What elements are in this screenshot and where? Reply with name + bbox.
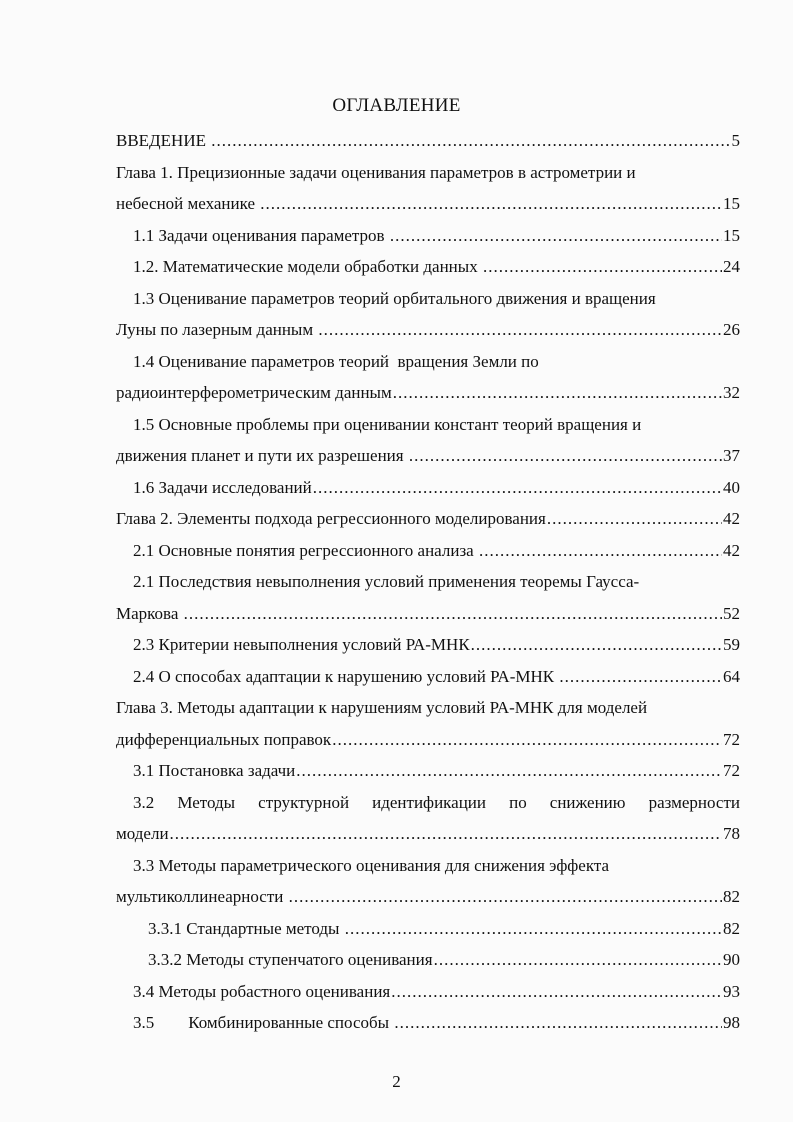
toc-entry-page: 82	[723, 887, 740, 906]
dot-leader	[211, 125, 730, 157]
toc-entry-page: 5	[731, 131, 740, 150]
toc-entry-title: радиоинтерферометрическим данным	[116, 383, 392, 402]
dot-leader	[332, 724, 722, 756]
toc-entry	[116, 598, 740, 630]
dot-leader	[170, 818, 722, 850]
toc-entry-title: 1.1 Задачи оценивания параметров	[133, 225, 389, 245]
toc-entry	[116, 251, 740, 283]
toc-entry-title: Глава 2. Элементы подхода регрессионного моделирования	[116, 509, 546, 528]
toc-entry-page: 98	[723, 1013, 740, 1032]
toc-entry-title: 1.2. Математические модели обработки данных	[133, 257, 482, 276]
toc-entry-title: 3.2 Методы структурной идентификации по снижению размерности	[133, 792, 740, 812]
toc-entry-title: 1.5 Основные проблемы при оценивании констант теорий вращения и	[133, 414, 642, 434]
dot-leader	[559, 661, 722, 693]
toc-entry-page: 64	[723, 666, 740, 686]
toc-entry	[116, 283, 740, 315]
toc-entry	[116, 881, 740, 913]
toc-entry	[116, 157, 740, 189]
toc-entry	[116, 440, 740, 472]
toc-entry-title: 3.3 Методы параметрического оценивания для снижения эффекта	[133, 855, 610, 875]
toc-entry	[116, 1007, 740, 1039]
dot-leader	[390, 220, 722, 252]
toc-entry	[116, 787, 740, 819]
toc-entry-page: 78	[723, 824, 740, 843]
toc-entry-title: 1.3 Оценивание параметров теорий орбитального движения и вращения	[133, 288, 656, 308]
toc-entry-title: 2.1 Последствия невыполнения условий применения теоремы Гаусса-	[133, 572, 640, 591]
toc-entry	[116, 472, 740, 504]
toc-entry-page: 90	[723, 950, 740, 969]
toc-entry	[116, 661, 740, 693]
dot-leader	[296, 755, 722, 787]
toc-entry	[116, 818, 740, 850]
dot-leader	[409, 440, 722, 472]
toc-entry-title: 2.3 Критерии невыполнения условий РА-МНК	[133, 635, 470, 654]
toc-entry-title: 3.1 Постановка задачи	[133, 761, 296, 780]
dot-leader	[318, 314, 722, 346]
dot-leader	[479, 535, 722, 567]
toc-entry-title: мультиколлинеарности	[116, 887, 288, 906]
toc-entry	[116, 503, 740, 535]
toc-entry-page: 26	[723, 320, 740, 339]
toc-entry	[116, 125, 740, 157]
toc-entry-title: 3.3.1 Стандартные методы	[148, 918, 344, 938]
toc-entry	[116, 188, 740, 220]
toc-entry	[116, 314, 740, 346]
toc-entry	[116, 976, 740, 1008]
toc-entry-title: модели	[116, 824, 169, 843]
toc-entry-title: ВВЕДЕНИЕ	[116, 131, 211, 150]
table-of-contents	[116, 125, 740, 1039]
toc-entry-title: Глава 1. Прецизионные задачи оценивания параметров в астрометрии и	[116, 162, 636, 182]
dot-leader	[434, 944, 722, 976]
toc-entry-page: 32	[723, 383, 740, 402]
toc-entry-page: 42	[723, 540, 740, 560]
toc-entry	[116, 566, 740, 598]
toc-entry-page: 42	[723, 509, 740, 528]
toc-entry-page: 40	[723, 477, 740, 497]
toc-entry	[116, 346, 740, 378]
toc-entry-title: 2.1 Основные понятия регрессионного анализа	[133, 540, 478, 560]
toc-entry	[116, 220, 740, 252]
toc-entry-page: 93	[723, 981, 740, 1001]
toc-entry	[116, 629, 740, 661]
toc-entry-page: 82	[723, 918, 740, 938]
toc-entry	[116, 913, 740, 945]
toc-entry	[116, 850, 740, 882]
dot-leader	[483, 251, 722, 283]
toc-entry-title: 2.4 О способах адаптации к нарушению условий РА-МНК	[133, 666, 559, 686]
toc-entry-title: 1.4 Оценивание параметров теорий вращения Земли по	[133, 351, 539, 371]
toc-entry-title: Маркова	[116, 603, 183, 623]
toc-entry-page: 15	[723, 225, 740, 245]
toc-entry	[116, 409, 740, 441]
toc-entry	[116, 944, 740, 976]
toc-entry-title: 1.6 Задачи исследований	[133, 477, 312, 497]
dot-leader	[184, 598, 722, 630]
toc-entry-page: 37	[723, 446, 740, 465]
toc-entry	[116, 535, 740, 567]
dot-leader	[289, 881, 722, 913]
toc-entry-title: движения планет и пути их разрешения	[116, 446, 408, 465]
toc-entry-title: небесной механике	[116, 194, 260, 213]
toc-entry-title: 3.5 Комбинированные способы	[133, 1013, 394, 1032]
toc-entry-title: 3.3.2 Методы ступенчатого оценивания	[148, 950, 433, 969]
toc-entry-title: дифференциальных поправок	[116, 729, 332, 749]
toc-entry-page: 24	[723, 257, 740, 276]
toc-entry	[116, 692, 740, 724]
toc-entry	[116, 755, 740, 787]
dot-leader	[345, 913, 722, 945]
toc-entry-page: 52	[723, 603, 740, 623]
dot-leader	[547, 503, 722, 535]
dot-leader	[394, 1007, 722, 1039]
dot-leader	[260, 188, 722, 220]
page-title: ОГЛАВЛЕНИЕ	[332, 95, 461, 116]
toc-entry-title: Луны по лазерным данным	[116, 320, 318, 339]
toc-entry-page: 72	[723, 761, 740, 780]
toc-entry-title: Глава 3. Методы адаптации к нарушениям условий РА-МНК для моделей	[116, 698, 648, 717]
dot-leader	[471, 629, 722, 661]
page-number: 2	[392, 1072, 401, 1091]
toc-entry	[116, 377, 740, 409]
dot-leader	[313, 472, 722, 504]
toc-entry-page: 15	[723, 194, 740, 213]
dot-leader	[391, 976, 722, 1008]
dot-leader	[393, 377, 722, 409]
toc-entry-page: 72	[723, 729, 740, 749]
toc-entry-page: 59	[723, 635, 740, 654]
toc-entry	[116, 724, 740, 756]
toc-entry-title: 3.4 Методы робастного оценивания	[133, 981, 391, 1001]
